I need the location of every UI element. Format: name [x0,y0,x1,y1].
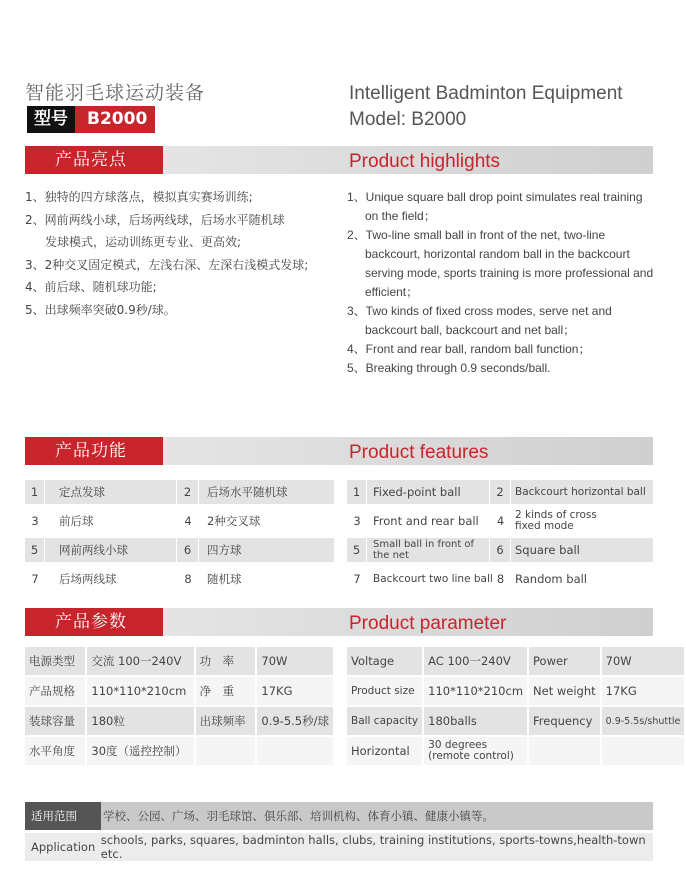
feature-num: 3 [31,514,39,528]
feature-text: 后场水平随机球 [199,480,334,504]
feature-num: 1 [347,480,367,504]
table-row [346,676,685,706]
table-row [24,676,334,706]
param-key: Power [528,646,601,676]
feature-num: 3 [353,514,361,528]
feature-num: 8 [184,572,192,586]
highlights-heading-cn: 产品亮点 [25,146,163,174]
table-row [24,736,334,766]
feature-text: Fixed-point ball [367,480,490,504]
param-key: Net weight [528,676,601,706]
feature-text: 定点发球 [45,480,177,504]
highlight-en-4: 4、Front and rear ball, random ball function； [347,342,591,356]
title-en-line: Intelligent Badminton Equipment [349,83,623,104]
title-cn: 智能羽毛球运动装备 [25,82,206,104]
feature-num: 5 [25,538,45,562]
feature-text: 网前两线小球 [45,538,177,562]
table-row [347,567,653,591]
param-value: 110*110*210cm [86,676,194,706]
param-value: 0.9-5.5s/shuttle [601,706,686,736]
param-value: 110*110*210cm [423,676,528,706]
highlights-heading-en: Product highlights [349,151,501,172]
highlight-cn-5: 5、出球频率突破0.9秒/球。 [25,302,176,317]
params-table-en [345,645,686,767]
model-en-line: Model: B2000 [349,109,467,130]
application-value-en: schools, parks, squares, badminton halls, clubs, training institutions, sports-towns,health-town etc. [100,833,646,861]
feature-num: 2 [177,480,199,504]
features-table-cn [25,480,334,591]
params-heading-en: Product parameter [349,613,507,634]
highlights-list-cn [25,186,308,321]
feature-text: 四方球 [199,538,334,562]
feature-text: 随机球 [207,572,242,586]
highlight-en-2: 2、Two-line small ball in front of the net, two-line backcourt, horizontal random ball in the backcourt serving mode, sports training is more professional and efficient； [347,228,654,299]
highlight-cn-2: 2、网前两线小球，后场两线球，后场水平随机球 [25,212,285,227]
highlight-cn-3: 3、2种交叉固定模式，左浅右深、左深右浅模式发球; [25,257,309,272]
table-row [347,538,653,562]
feature-num: 4 [184,514,192,528]
param-key: Voltage [346,646,423,676]
param-key: Frequency [528,706,601,736]
highlight-cn-2b: 发球模式，运动训练更专业、更高效; [45,235,242,249]
table-row [347,509,653,533]
param-key: 出球频率 [195,706,257,736]
feature-text: 前后球 [59,514,94,528]
table-row [24,646,334,676]
table-row [346,736,685,766]
feature-text: Front and rear ball [373,514,479,528]
highlight-en-3: 3、Two kinds of fixed cross modes, serve net and backcourt ball, backcourt and net ball； [347,304,612,337]
table-row [25,509,334,533]
params-heading-cn: 产品参数 [25,608,163,636]
application-key-cn: 适用范围 [25,802,101,830]
param-key: 水平角度 [24,736,86,766]
param-key: 电源类型 [24,646,86,676]
param-key: 功 率 [195,646,257,676]
feature-text: 2种交叉球 [207,514,261,528]
param-value: 30 degrees (remote control) [423,736,528,766]
feature-text: Backcourt horizontal ball [511,480,653,504]
param-value [601,736,686,766]
param-value [256,736,334,766]
feature-num: 6 [177,538,199,562]
feature-text: 后场两线球 [59,572,117,586]
param-value: 交流 100一240V [86,646,194,676]
table-row [347,480,653,504]
feature-num: 5 [347,538,367,562]
feature-num: 2 [490,480,511,504]
feature-num: 7 [353,572,361,586]
param-value: 70W [256,646,334,676]
model-label-cn [27,106,155,133]
features-table-en [347,480,653,591]
application-value-cn: 学校、公园、广场、羽毛球馆、俱乐部、培训机构、体育小镇、健康小镇等。 [103,809,494,823]
model-value-cn: B2000 [75,106,155,133]
feature-text: 2 kinds of cross fixed mode [515,509,597,532]
param-key: 净 重 [195,676,257,706]
feature-text: Backcourt two line ball [373,573,493,585]
param-key: 装球容量 [24,706,86,736]
param-value: AC 100一240V [423,646,528,676]
highlight-en-5: 5、Breaking through 0.9 seconds/ball. [347,361,551,375]
table-row [24,706,334,736]
param-value: 17KG [256,676,334,706]
params-table-cn [23,645,335,767]
param-key: 产品规格 [24,676,86,706]
highlight-cn-1: 1、独特的四方球落点，模拟真实赛场训练; [25,190,253,204]
features-heading-en: Product features [349,442,489,463]
feature-num: 6 [490,538,511,562]
param-value: 180粒 [86,706,194,736]
param-key [528,736,601,766]
feature-num: 1 [25,480,45,504]
table-row [25,538,334,562]
param-value: 0.9-5.5秒/球 [256,706,334,736]
feature-num: 4 [496,514,505,528]
feature-text: Random ball [515,572,588,586]
param-key: Horizontal [346,736,423,766]
application-key-en: Application [31,840,96,854]
model-key-cn: 型号 [27,106,75,133]
table-row [25,567,334,591]
table-row [346,706,685,736]
table-row [25,480,334,504]
param-value: 180balls [423,706,528,736]
application-block [25,802,653,861]
param-value: 17KG [601,676,686,706]
application-row-cn [25,802,653,830]
title-en [349,81,623,133]
param-value: 70W [601,646,686,676]
feature-num: 8 [496,572,505,586]
param-key: Product size [346,676,423,706]
highlights-list-en [347,188,659,378]
features-heading-cn: 产品功能 [25,437,163,465]
param-key: Ball capacity [346,706,423,736]
table-row [346,646,685,676]
highlight-en-1: 1、Unique square ball drop point simulates real training on the field； [347,190,643,223]
feature-num: 7 [31,572,39,586]
feature-text: Square ball [511,538,653,562]
feature-text: Small ball in front of the net [367,538,490,562]
param-value: 30度（遥控控制） [86,736,194,766]
application-row-en [25,833,653,861]
highlight-cn-4: 4、前后球、随机球功能; [25,280,157,294]
param-key [195,736,257,766]
